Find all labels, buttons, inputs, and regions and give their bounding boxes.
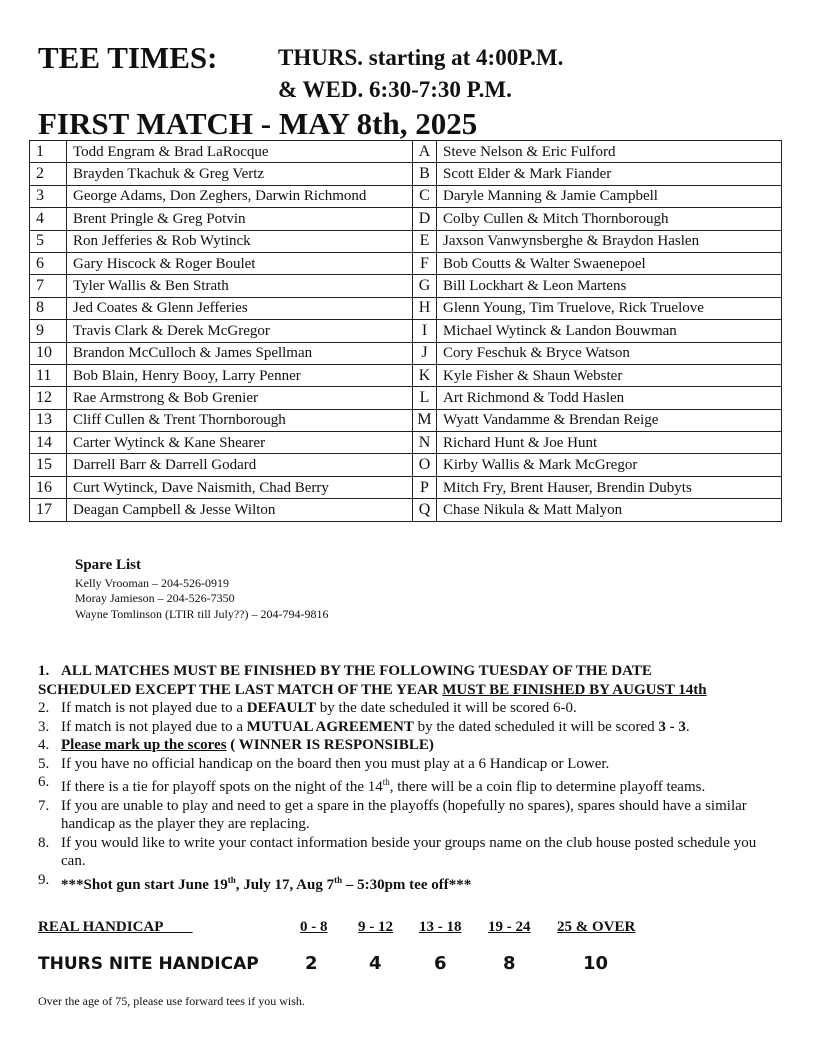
table-row (30, 185, 782, 207)
handicap-value: 4 (369, 953, 382, 974)
rule-item: 6. If there is a tie for playoff spots on the night of the 14th, there will be a coin flip to determine playoff teams. (38, 774, 706, 795)
rule-item: 5. If you have no official handicap on the board then you must play at a 6 Handicap or Lower. (38, 755, 610, 772)
group-letter: Q (413, 499, 437, 521)
group-letter: I (413, 320, 437, 342)
handicap-range: 19 - 24 (488, 919, 531, 935)
schedule-table (29, 140, 782, 522)
group-letter: J (413, 342, 437, 364)
group-letter: E (413, 230, 437, 252)
team-b-name: Wyatt Vandamme & Brendan Reige (437, 409, 782, 431)
team-b-name: Glenn Young, Tim Truelove, Rick Truelove (437, 297, 782, 319)
team-a-name: Brayden Tkachuk & Greg Vertz (67, 163, 413, 185)
rule-item: 9. ***Shot gun start June 19th, July 17, Aug 7th – 5:30pm tee off*** (38, 871, 472, 893)
group-letter: A (413, 141, 437, 163)
team-a-name: Curt Wytinck, Dave Naismith, Chad Berry (67, 476, 413, 498)
team-b-name: Colby Cullen & Mitch Thornborough (437, 208, 782, 230)
group-letter: G (413, 275, 437, 297)
table-row (30, 141, 782, 163)
team-b-name: Richard Hunt & Joe Hunt (437, 432, 782, 454)
group-letter: O (413, 454, 437, 476)
team-a-name: Todd Engram & Brad LaRocque (67, 141, 413, 163)
page-title: TEE TIMES: (38, 40, 218, 75)
tee-times-thursday: THURS. starting at 4:00P.M. (278, 45, 564, 70)
first-match-heading: FIRST MATCH - MAY 8th, 2025 (38, 106, 478, 141)
handicap-range: 25 & OVER (557, 919, 636, 935)
table-row (30, 454, 782, 476)
team-b-name: Michael Wytinck & Landon Bouwman (437, 320, 782, 342)
table-row (30, 275, 782, 297)
rule-item: 7. If you are unable to play and need to get a spare in the playoffs (hopefully no spares), spares should have a similar handicap as the player they are replacing. (38, 797, 747, 832)
table-row (30, 364, 782, 386)
rule-item: 4. Please mark up the scores ( WINNER IS RESPONSIBLE) (38, 737, 434, 753)
handicap-value: 6 (434, 953, 447, 974)
handicap-range: 0 - 8 (300, 919, 328, 935)
team-a-name: Brent Pringle & Greg Potvin (67, 208, 413, 230)
group-letter: N (413, 432, 437, 454)
table-row (30, 476, 782, 498)
team-a-name: Jed Coates & Glenn Jefferies (67, 297, 413, 319)
group-letter: F (413, 252, 437, 274)
rules-list (38, 662, 783, 894)
rule-item: 1. ALL MATCHES MUST BE FINISHED BY THE FOLLOWING TUESDAY OF THE DATE SCHEDULED EXCEPT THE LAST MATCH OF THE YEAR MUST BE FINISHED BY AUGUST 14th (38, 663, 707, 698)
team-b-name: Art Richmond & Todd Haslen (437, 387, 782, 409)
table-row (30, 320, 782, 342)
group-number: 7 (30, 275, 67, 297)
group-number: 9 (30, 320, 67, 342)
group-number: 14 (30, 432, 67, 454)
table-row (30, 342, 782, 364)
team-b-name: Kyle Fisher & Shaun Webster (437, 364, 782, 386)
table-row (30, 252, 782, 274)
team-a-name: Rae Armstrong & Bob Grenier (67, 387, 413, 409)
group-number: 6 (30, 252, 67, 274)
team-b-name: Scott Elder & Mark Fiander (437, 163, 782, 185)
table-row (30, 432, 782, 454)
rule-item: 8. If you would like to write your contact information beside your groups name on the club house posted schedule you can. (38, 834, 757, 869)
group-number: 10 (30, 342, 67, 364)
group-number: 8 (30, 297, 67, 319)
team-b-name: Bob Coutts & Walter Swaenepoel (437, 252, 782, 274)
spare-entry: Kelly Vrooman – 204-526-0919 (75, 576, 230, 590)
group-number: 4 (30, 208, 67, 230)
handicap-value: 2 (305, 953, 318, 974)
team-b-name: Daryle Manning & Jamie Campbell (437, 185, 782, 207)
group-number: 16 (30, 476, 67, 498)
group-letter: K (413, 364, 437, 386)
table-row (30, 230, 782, 252)
group-number: 5 (30, 230, 67, 252)
team-b-name: Cory Feschuk & Bryce Watson (437, 342, 782, 364)
real-handicap-label: REAL HANDICAP (38, 919, 193, 935)
group-number: 12 (30, 387, 67, 409)
team-a-name: Ron Jefferies & Rob Wytinck (67, 230, 413, 252)
handicap-range: 13 - 18 (419, 919, 462, 935)
footer-note: Over the age of 75, please use forward tees if you wish. (38, 994, 305, 1008)
team-a-name: Darrell Barr & Darrell Godard (67, 454, 413, 476)
group-letter: P (413, 476, 437, 498)
spare-list-title: Spare List (75, 557, 141, 573)
thurs-nite-handicap-label: THURS NITE HANDICAP (38, 954, 259, 974)
team-b-name: Kirby Wallis & Mark McGregor (437, 454, 782, 476)
team-a-name: Tyler Wallis & Ben Strath (67, 275, 413, 297)
team-a-name: Cliff Cullen & Trent Thornborough (67, 409, 413, 431)
rule-item: 3. If match is not played due to a MUTUAL AGREEMENT by the dated scheduled it will be scored 3 - 3. (38, 718, 690, 735)
spare-entry: Moray Jamieson – 204-526-7350 (75, 591, 235, 605)
table-row (30, 499, 782, 521)
group-letter: H (413, 297, 437, 319)
handicap-range: 9 - 12 (358, 919, 393, 935)
team-a-name: Gary Hiscock & Roger Boulet (67, 252, 413, 274)
table-row (30, 297, 782, 319)
team-b-name: Mitch Fry, Brent Hauser, Brendin Dubyts (437, 476, 782, 498)
group-letter: C (413, 185, 437, 207)
table-row (30, 387, 782, 409)
team-a-name: Brandon McCulloch & James Spellman (67, 342, 413, 364)
team-a-name: Deagan Campbell & Jesse Wilton (67, 499, 413, 521)
team-a-name: Travis Clark & Derek McGregor (67, 320, 413, 342)
group-number: 11 (30, 364, 67, 386)
team-a-name: Bob Blain, Henry Booy, Larry Penner (67, 364, 413, 386)
handicap-value: 10 (583, 953, 609, 974)
group-number: 3 (30, 185, 67, 207)
table-row (30, 409, 782, 431)
team-b-name: Chase Nikula & Matt Malyon (437, 499, 782, 521)
group-number: 13 (30, 409, 67, 431)
handicap-value: 8 (503, 953, 516, 974)
group-letter: M (413, 409, 437, 431)
group-number: 2 (30, 163, 67, 185)
team-b-name: Bill Lockhart & Leon Martens (437, 275, 782, 297)
group-letter: D (413, 208, 437, 230)
group-letter: B (413, 163, 437, 185)
table-row (30, 163, 782, 185)
spare-entry: Wayne Tomlinson (LTIR till July??) – 204-794-9816 (75, 607, 329, 621)
group-number: 17 (30, 499, 67, 521)
group-number: 1 (30, 141, 67, 163)
table-row (30, 208, 782, 230)
team-b-name: Steve Nelson & Eric Fulford (437, 141, 782, 163)
group-number: 15 (30, 454, 67, 476)
team-b-name: Jaxson Vanwynsberghe & Braydon Haslen (437, 230, 782, 252)
tee-times-wednesday: & WED. 6:30-7:30 P.M. (278, 77, 512, 102)
group-letter: L (413, 387, 437, 409)
rule-item: 2. If match is not played due to a DEFAULT by the date scheduled it will be scored 6-0. (38, 700, 577, 716)
team-a-name: Carter Wytinck & Kane Shearer (67, 432, 413, 454)
team-a-name: George Adams, Don Zeghers, Darwin Richmond (67, 185, 413, 207)
